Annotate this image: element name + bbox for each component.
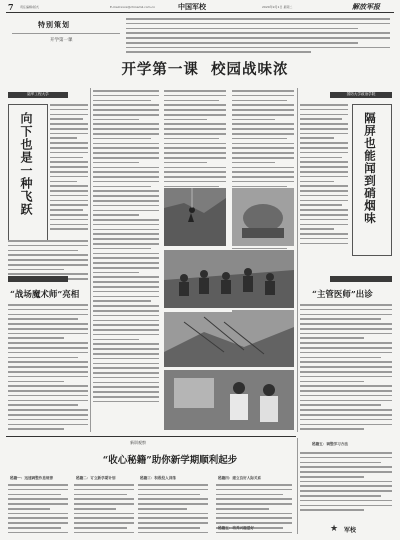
right-top-body bbox=[300, 104, 348, 247]
bottom-sub-5: 秘籍五：培养兴趣爱好 bbox=[218, 526, 254, 530]
bottom-col-2 bbox=[74, 484, 134, 537]
footer-logo: 军校 bbox=[344, 527, 357, 534]
right-mid-kicker bbox=[330, 276, 392, 282]
right-top-kicker: 国防大学政治学院 bbox=[330, 92, 392, 98]
bottom-kicker: 新训观察 bbox=[130, 440, 146, 445]
header-email: E-mail:xxxx@chinamil.com.cn bbox=[110, 5, 156, 9]
section-name: 中国军校 bbox=[178, 2, 206, 11]
right-mid-body bbox=[300, 304, 392, 433]
bottom-title: “收心秘籍”助你新学期顺利起步 bbox=[102, 455, 238, 466]
right-bottom-body bbox=[300, 452, 392, 514]
separator-left bbox=[90, 88, 91, 432]
left-mid-body bbox=[8, 304, 88, 433]
header-rule bbox=[6, 12, 394, 13]
intro-text bbox=[126, 18, 390, 56]
page-number: 7 bbox=[8, 2, 14, 12]
bottom-sub-2: 秘籍二：订立新学期计划 bbox=[76, 476, 116, 480]
left-mid-kicker bbox=[8, 276, 68, 282]
photo-climbing bbox=[164, 188, 226, 246]
left-top-body bbox=[50, 104, 88, 233]
photo-soldiers bbox=[164, 250, 294, 308]
edition-info: 责任编辑/版式 bbox=[20, 5, 40, 9]
left-top-title: 向下也是一种飞跃 bbox=[19, 112, 33, 216]
right-top-title: 隔屏也能闻到硝烟味 bbox=[363, 112, 377, 225]
bottom-col-3 bbox=[138, 484, 208, 537]
photo-bridge bbox=[164, 312, 294, 367]
right-bottom-title: 秘籍五：调整学习方法 bbox=[312, 442, 348, 446]
separator-bottom-right bbox=[297, 438, 298, 534]
bottom-sub-1: 秘籍一：迅速调整作息规律 bbox=[10, 476, 54, 480]
separator-right bbox=[297, 88, 298, 432]
right-mid-title: “主管医师”出诊 bbox=[312, 290, 373, 300]
photo-medical bbox=[164, 370, 294, 430]
column-tag: 特别策划 bbox=[38, 20, 70, 29]
masthead-logo: 解放军报 bbox=[352, 2, 380, 11]
bottom-section-rule bbox=[6, 436, 296, 437]
footer-star-icon: ★ bbox=[330, 524, 339, 534]
bottom-sub-4: 秘籍四：建立良好人际关系 bbox=[218, 476, 262, 480]
bottom-sub-3: 秘籍三：积极投入训练 bbox=[140, 476, 176, 480]
photo-hands bbox=[232, 188, 294, 246]
column-sub: 开学第一课 bbox=[50, 38, 73, 43]
left-top-kicker: 陆军工程大学 bbox=[8, 92, 68, 98]
column-rule bbox=[12, 33, 120, 34]
page-headline: 开学第一课 校园战味浓 bbox=[121, 61, 289, 78]
center-col-1 bbox=[93, 90, 159, 406]
header-date: 2020年9月1日 星期二 bbox=[262, 5, 293, 9]
left-mid-title: “战场魔术师”亮相 bbox=[10, 290, 80, 300]
bottom-col-1 bbox=[8, 484, 68, 537]
